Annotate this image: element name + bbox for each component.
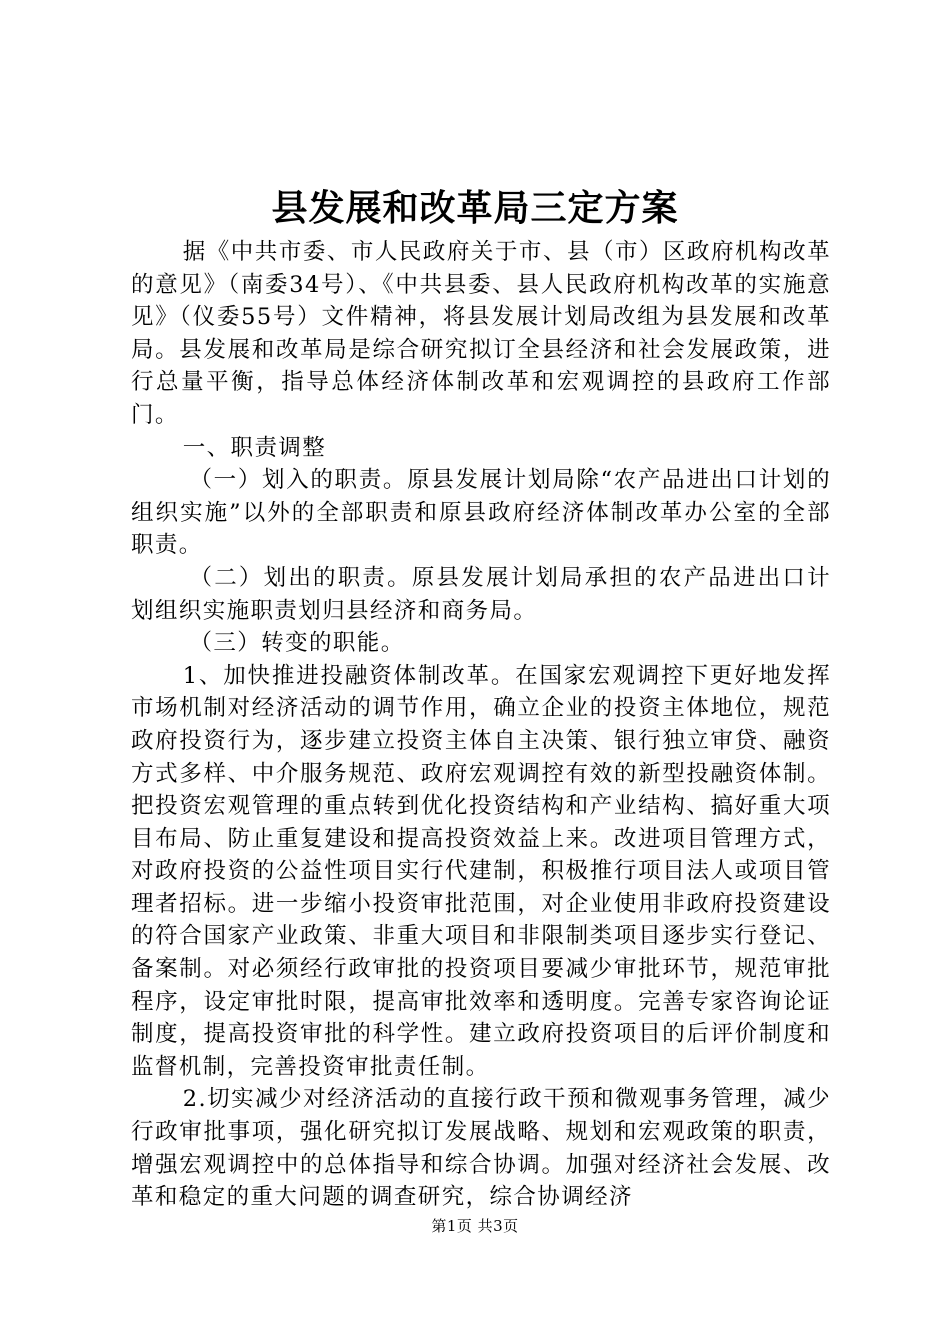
page-footer: 第1页 共3页 [431,1217,519,1235]
paragraph-transferred-in: （一）划入的职责。原县发展计划局除“农产品进出口计划的组织实施”以外的全部职责和原县政府经济体制改革办公室的全部职责。 [131,467,831,559]
paragraph-item-1: 1、加快推进投融资体制改革。在国家宏观调控下更好地发挥市场机制对经济活动的调节作用，确立企业的投资主体地位，规范政府投资行为，逐步建立投资主体自主决策、银行独立审贷、融资方式多样、中介服务规范、政府宏观调控有效的新型投融资体制。把投资宏观管理的重点转到优化投资结构和产业结构、搞好重大项目布局、防止重复建设和提高投资效益上来。改进项目管理方式，对政府投资的公益性项目实行代建制，积极推行项目法人或项目管理者招标。进一步缩小投资审批范围，对企业使用非政府投资建设的符合国家产业政策、非重大项目和非限制类项目逐步实行登记、备案制。对必须经行政审批的投资项目要减少审批环节，规范审批程序，设定审批时限，提高审批效率和透明度。完善专家咨询论证制度，提高投资审批的科学性。建立政府投资项目的后评价制度和监督机制，完善投资审批责任制。 [131,662,831,1080]
document-title: 县发展和改革局三定方案 [271,187,679,229]
section-heading-responsibilities: 一、职责调整 [182,434,327,461]
paragraph-transferred-out: （二）划出的职责。原县发展计划局承担的农产品进出口计划组织实施职责划归县经济和商务局。 [131,564,831,624]
paragraph-item-2: 2.切实减少对经济活动的直接行政干预和微观事务管理，减少行政审批事项，强化研究拟订发展战略、规划和宏观政策的职责，增强宏观调控中的总体指导和综合协调。加强对经济社会发展、改革和稳定的重大问题的调查研究，综合协调经济 [131,1086,831,1211]
paragraph-intro: 据《中共市委、市人民政府关于市、县（市）区政府机构改革的意见》（南委34号）、《中共县委、县人民政府机构改革的实施意见》（仪委55号）文件精神，将县发展计划局改组为县发展和改革局。县发展和改革局是综合研究拟订全县经济和社会发展政策，进行总量平衡，指导总体经济体制改革和宏观调控的县政府工作部门。 [131,239,831,428]
paragraph-changed-functions: （三）转变的职能。 [189,630,405,657]
document-body [131,236,831,1214]
